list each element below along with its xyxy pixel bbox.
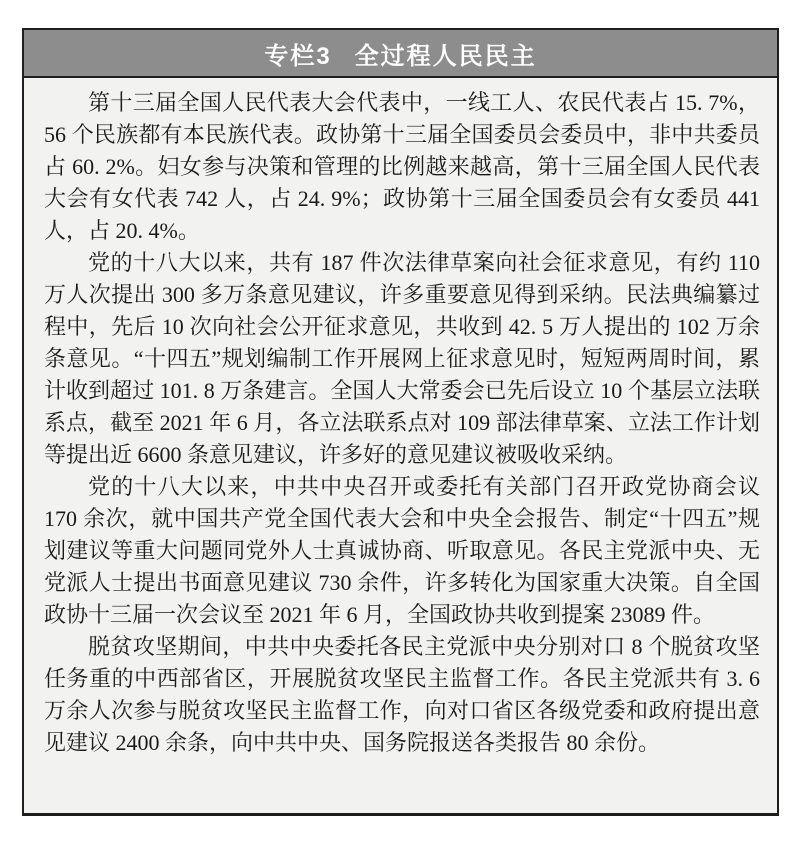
paragraph-poverty-supervision: 脱贫攻坚期间，中共中央委托各民主党派中央分别对口 8 个脱贫攻坚任务重的中西部省区，开展脱贫攻坚民主监督工作。各民主党派共有 3. 6 万余人次参与脱贫攻坚民主监督工作，向对口省区各级党委和政府提出意见建议 2400 余条，向中共中央、国务院报送各类报告 80 余份。 (44, 634, 760, 755)
panel-header-title: 全过程人民民主 (354, 42, 537, 70)
column-panel (22, 28, 779, 816)
panel-body (24, 78, 777, 759)
paragraph-party-consultation: 党的十八大以来，中共中央召开或委托有关部门召开政党协商会议 170 余次，就中国共产党全国代表大会和中央全会报告、制定“十四五”规划建议等重大问题同党外人士真诚协商、听取意见。各民主党派中央、无党派人士提出书面意见建议 730 余件，许多转化为国家重大决策。自全国政协十三届一次会议至 2021 年 6 月，全国政协共收到提案 23089 件。 (44, 474, 760, 627)
paragraph-representation-stats: 第十三届全国人民代表大会代表中，一线工人、农民代表占 15. 7%，56 个民族都有本民族代表。政协第十三届全国委员会委员中，非中共委员占 60. 2%。妇女参与决策和管理的比例越来越高，第十三届全国人民代表大会有女代表 742 人，占 24. 9%；政协第十三届全国委员会有女委员 441 人，占 20. 4%。 (44, 90, 760, 243)
paragraph-legislation-consultation: 党的十八大以来，共有 187 件次法律草案向社会征求意见，有约 110 万人次提出 300 多万条意见建议，许多重要意见得到采纳。民法典编纂过程中，先后 10 次向社会公开征求意见，共收到 42. 5 万人提出的 102 万余条意见。“十四五”规划编制工作开展网上征求意见时，短短两周时间，累计收到超过 101. 8 万条建言。全国人大常委会已先后设立 10 个基层立法联系点，截至 2021 年 6 月，各立法联系点对 109 部法律草案、立法工作计划等提出近 6600 条意见建议，许多好的意见建议被吸收采纳。 (44, 250, 760, 467)
panel-header (24, 30, 777, 78)
panel-header-label: 专栏3 (264, 42, 332, 70)
